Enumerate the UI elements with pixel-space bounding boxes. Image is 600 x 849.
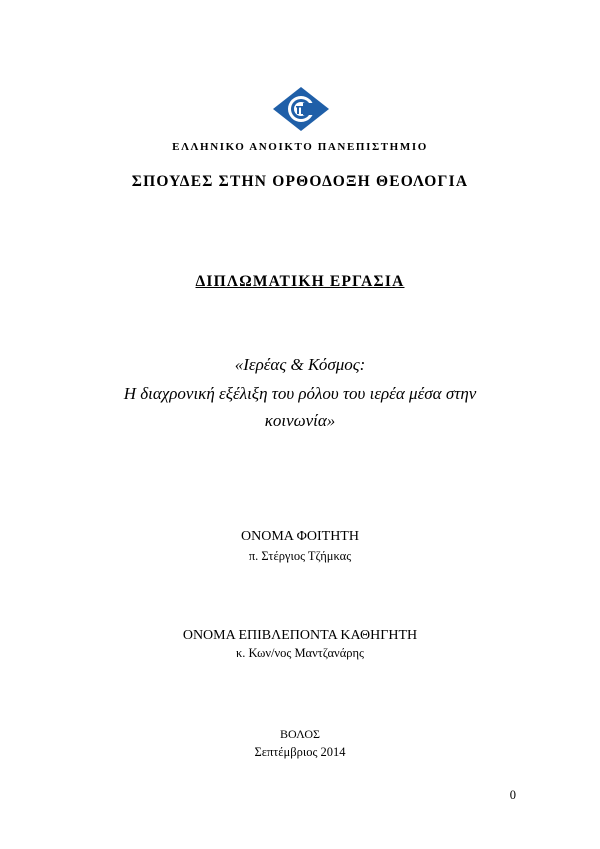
thesis-title-line-3: κοινωνία» [264,411,336,430]
university-name: ΕΛΛΗΝΙΚΟ ΑΝΟΙΚΤΟ ΠΑΝΕΠΙΣΤΗΜΙΟ [172,141,428,153]
supervisor-name: κ. Κων/νος Μαντζανάρης [236,646,364,660]
page-number: 0 [509,788,516,802]
university-logo-icon [272,86,330,132]
program-name: ΣΠΟΥΔΕΣ ΣΤΗΝ ΟΡΘΟΔΟΞΗ ΘΕΟΛΟΓΙΑ [131,173,469,190]
student-name: π. Στέργιος Τζήμκας [248,549,352,563]
submission-date: Σεπτέμβριος 2014 [254,745,346,759]
student-label: ΟΝΟΜΑ ΦΟΙΤΗΤΗ [241,529,359,544]
thesis-title-line-1: «Ιερέας & Κόσμος: [234,355,366,374]
document-type-heading: ΔΙΠΛΩΜΑΤΙΚΗ ΕΡΓΑΣΙΑ [195,273,405,290]
thesis-title-line-2: Η διαχρονική εξέλιξη του ρόλου του ιερέα μέσα στην [123,384,477,403]
supervisor-label: ΟΝΟΜΑ ΕΠΙΒΛΕΠΟΝΤΑ ΚΑΘΗΓΗΤΗ [182,628,418,643]
location: ΒΟΛΟΣ [280,727,320,741]
